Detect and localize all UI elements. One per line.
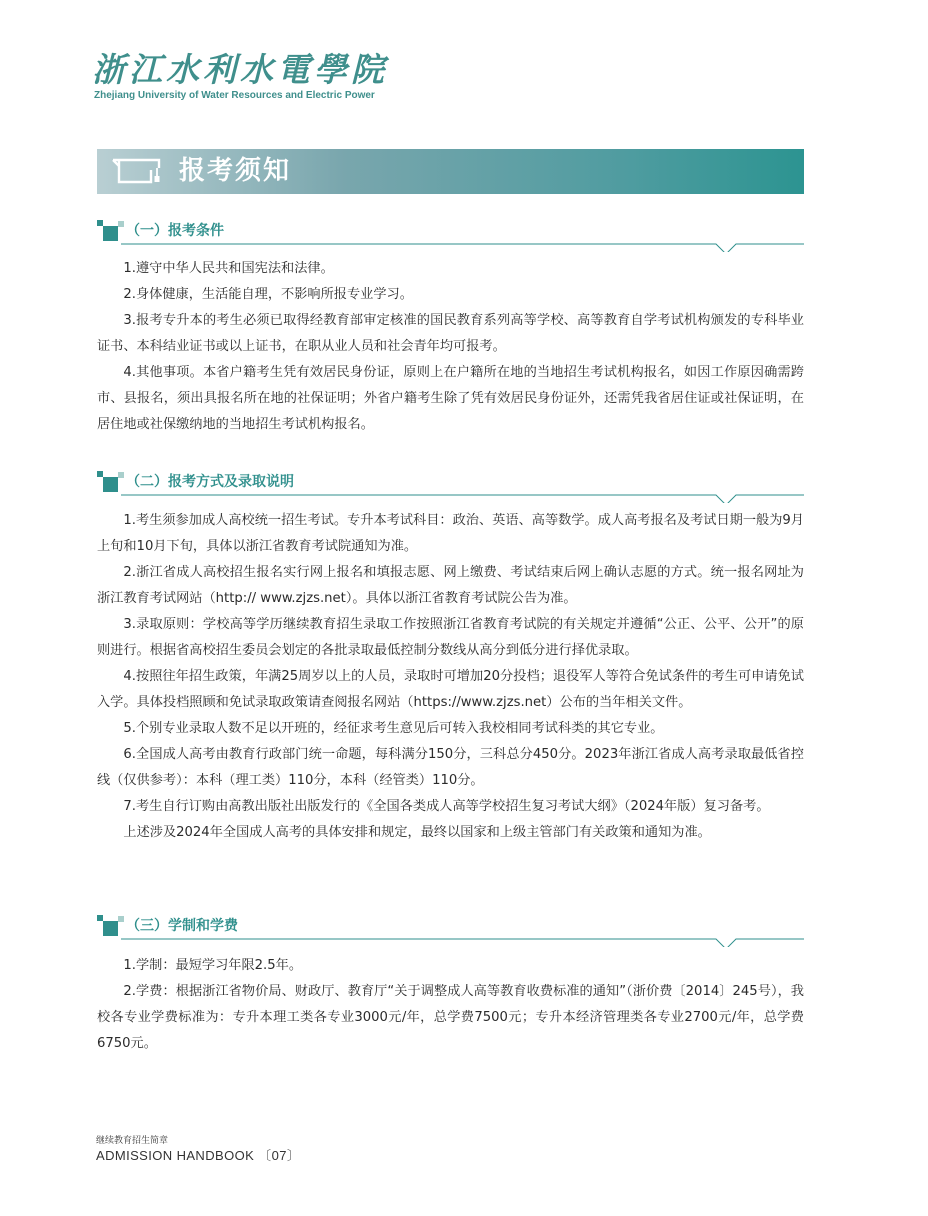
paragraph: 1.遵守中华人民共和国宪法和法律。 bbox=[123, 261, 334, 276]
paragraph: 2.浙江省成人高校招生报名实行网上报名和填报志愿、网上缴费、考试结束后网上确认志愿的方式。统一报名网址为浙江教育考试网站（http:// www.zjzs.net）。具体以浙江省教育考试院公告为准。 bbox=[97, 565, 804, 606]
section-body-application bbox=[97, 508, 804, 846]
section-marker-square bbox=[118, 221, 124, 227]
university-logo-chinese: 浙江水利水電學院 bbox=[92, 50, 388, 89]
paragraph: 6.全国成人高考由教育行政部门统一命题，每科满分150分，三科总分450分。2023年浙江省成人高考录取最低省控线（仅供参考）：本科（理工类）110分，本科（经管类）110分。 bbox=[97, 747, 804, 788]
paragraph: 1.学制：最短学习年限2.5年。 bbox=[123, 958, 303, 973]
paragraph: 3.录取原则：学校高等学历继续教育招生录取工作按照浙江省教育考试院的有关规定并遵循“公正、公平、公开”的原则进行。根据省高校招生委员会划定的各批录取最低控制分数线从高分到低分进行择优录取。 bbox=[97, 617, 804, 658]
paragraph: 4.按照往年招生政策，年满25周岁以上的人员，录取时可增加20分投档；退役军人等符合免试条件的考生可申请免试入学。具体投档照顾和免试录取政策请查阅报名网站（https://www.zjzs.net）公布的当年相关文件。 bbox=[97, 669, 804, 710]
graduation-cap-icon bbox=[111, 156, 161, 188]
university-logo-english: Zhejiang University of Water Resources and Electric Power bbox=[94, 90, 375, 101]
section-title: （三）学制和学费 bbox=[126, 918, 238, 934]
footer-handbook-cn: 继续教育招生简章 bbox=[96, 1136, 169, 1146]
section-title: （一）报考条件 bbox=[126, 223, 224, 239]
footer-handbook-page: ADMISSION HANDBOOK 〔07〕 bbox=[96, 1148, 301, 1163]
paragraph: 1.考生须参加成人高校统一招生考试。专升本考试科目：政治、英语、高等数学。成人高考报名及考试日期一般为9月上旬和10月下旬，具体以浙江省教育考试院通知为准。 bbox=[97, 513, 804, 554]
section-header-conditions bbox=[97, 220, 804, 252]
paragraph: 上述涉及2024年全国成人高考的具体安排和规定，最终以国家和上级主管部门有关政策和通知为准。 bbox=[123, 825, 711, 840]
paragraph: 5.个别专业录取人数不足以开班的，经征求考生意见后可转入我校相同考试科类的其它专业。 bbox=[123, 721, 664, 736]
section-body-tuition bbox=[97, 953, 804, 1057]
section-header-tuition bbox=[97, 915, 804, 947]
section-header-application bbox=[97, 471, 804, 503]
section-banner bbox=[97, 149, 804, 194]
section-marker-square bbox=[118, 916, 124, 922]
section-marker-square bbox=[103, 921, 118, 936]
section-marker-square bbox=[118, 472, 124, 478]
paragraph: 3.报考专升本的考生必须已取得经教育部审定核准的国民教育系列高等学校、高等教育自学考试机构颁发的专科毕业证书、本科结业证书或以上证书，在职从业人员和社会青年均可报考。 bbox=[97, 313, 804, 354]
section-body-conditions bbox=[97, 256, 804, 438]
section-marker-square bbox=[103, 226, 118, 241]
paragraph: 2.学费：根据浙江省物价局、财政厅、教育厅“关于调整成人高等教育收费标准的通知”（浙价费〔2014〕245号），我校各专业学费标准为：专升本理工类各专业3000元/年，总学费7500元；专升本经济管理类各专业2700元/年，总学费6750元。 bbox=[97, 984, 804, 1051]
paragraph: 4.其他事项。本省户籍考生凭有效居民身份证，原则上在户籍所在地的当地招生考试机构报名，如因工作原因确需跨市、县报名，须出具报名所在地的社保证明；外省户籍考生除了凭有效居民身份证外，还需凭我省居住证或社保证明，在居住地或社保缴纳地的当地招生考试机构报名。 bbox=[97, 365, 804, 432]
paragraph: 7.考生自行订购由高教出版社出版发行的《全国各类成人高等学校招生复习考试大纲》（2024年版）复习备考。 bbox=[123, 799, 770, 814]
banner-title: 报考须知 bbox=[179, 156, 292, 186]
section-title: （二）报考方式及录取说明 bbox=[126, 474, 294, 490]
section-marker-square bbox=[103, 477, 118, 492]
paragraph: 2.身体健康，生活能自理，不影响所报专业学习。 bbox=[123, 287, 413, 302]
